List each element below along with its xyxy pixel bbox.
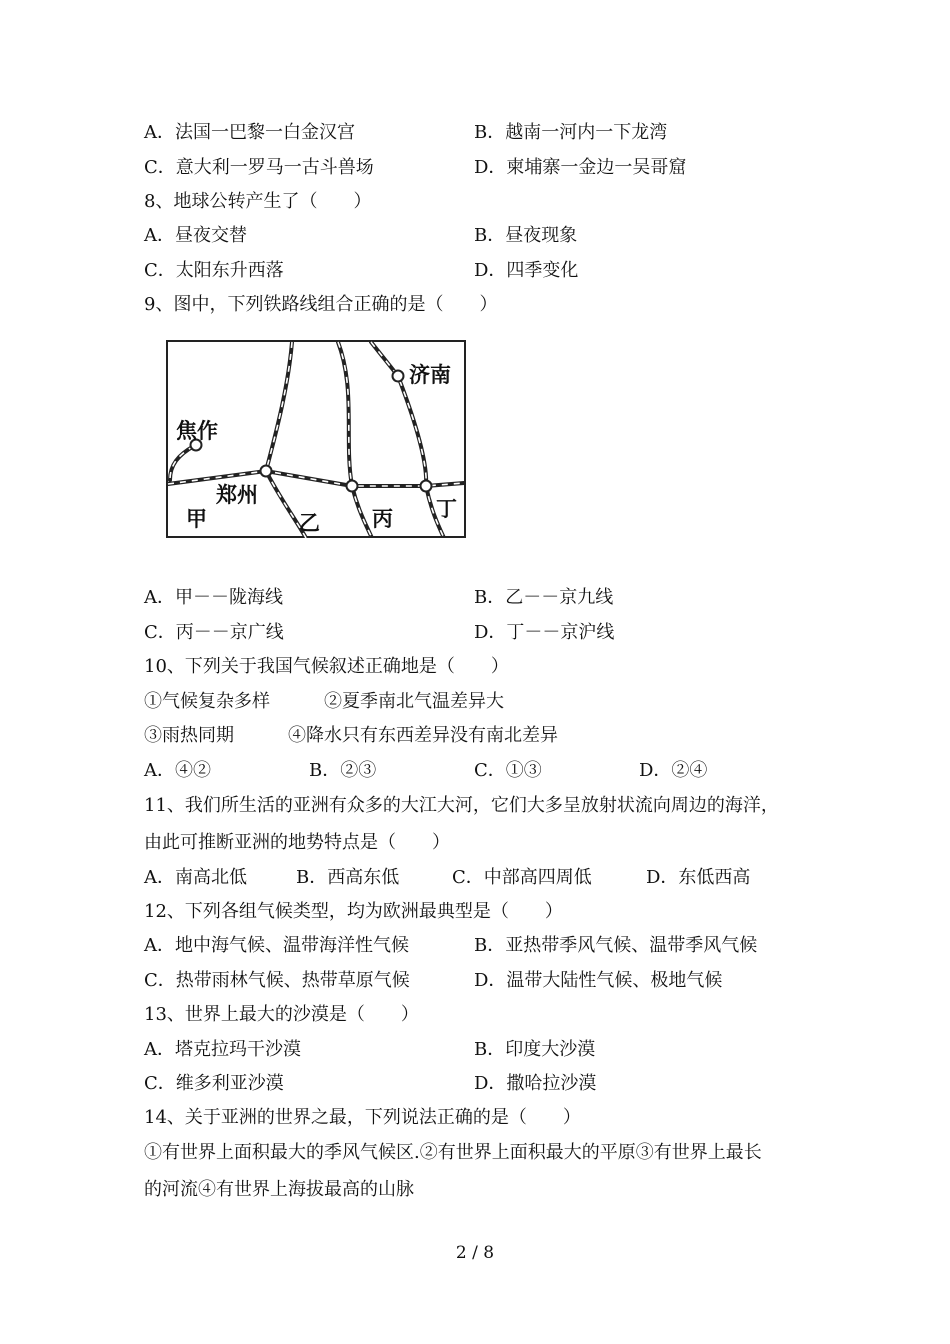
q12-option-c: C．热带雨林气候、热带草原气候 bbox=[144, 970, 410, 991]
page-number: 2 / 8 bbox=[455, 1243, 495, 1263]
q11-stem-line2: 由此可推断亚洲的地势特点是（ ） bbox=[144, 832, 450, 853]
q13-option-b: B．印度大沙漠 bbox=[474, 1039, 596, 1060]
q8-option-b: B．昼夜现象 bbox=[474, 225, 578, 246]
q13-stem: 13、世界上最大的沙漠是（ ） bbox=[144, 1004, 419, 1025]
map-label-bing: 丙 bbox=[372, 507, 393, 531]
city-marker-zhengzhou bbox=[261, 466, 272, 477]
q12-option-d: D．温带大陆性气候、极地气候 bbox=[474, 970, 723, 991]
q14-stem: 14、关于亚洲的世界之最，下列说法正确的是（ ） bbox=[144, 1107, 581, 1128]
map-label-jiaozuo: 焦作 bbox=[176, 419, 218, 443]
q10-option-d: D．②④ bbox=[639, 760, 708, 781]
q9-option-c: C．丙－－京广线 bbox=[144, 622, 284, 643]
q10-statement-2: ③雨热同期 ④降水只有东西差异没有南北差异 bbox=[144, 725, 558, 746]
railway-map bbox=[166, 340, 466, 538]
q11-option-a: A．南高北低 bbox=[144, 867, 247, 888]
q11-option-d: D．东低西高 bbox=[646, 867, 751, 888]
q10-statement-1: ①气候复杂多样 ②夏季南北气温差异大 bbox=[144, 691, 504, 712]
map-label-jia: 甲 bbox=[186, 507, 207, 531]
q11-stem-line1: 11、我们所生活的亚洲有众多的大江大河，它们大多呈放射状流向周边的海洋， bbox=[144, 795, 779, 816]
q9-option-b: B．乙－－京九线 bbox=[474, 587, 614, 608]
q8-option-c: C．太阳东升西落 bbox=[144, 260, 284, 281]
map-label-yi: 乙 bbox=[299, 511, 320, 535]
q11-option-b: B．西高东低 bbox=[296, 867, 400, 888]
map-label-jinan: 济南 bbox=[409, 363, 451, 387]
q8-option-a: A．昼夜交替 bbox=[144, 225, 247, 246]
q12-option-b: B．亚热带季风气候、温带季风气候 bbox=[474, 935, 758, 956]
q7-option-b: B．越南一河内一下龙湾 bbox=[474, 122, 668, 143]
q13-option-c: C．维多利亚沙漠 bbox=[144, 1073, 284, 1094]
q14-statement-line2: 的河流④有世界上海拔最高的山脉 bbox=[144, 1179, 414, 1200]
q13-option-a: A．塔克拉玛干沙漠 bbox=[144, 1039, 301, 1060]
city-marker-jinan bbox=[393, 371, 404, 382]
q10-option-a: A．④② bbox=[144, 760, 211, 781]
q12-stem: 12、下列各组气候类型，均为欧洲最典型是（ ） bbox=[144, 901, 563, 922]
map-label-ding: 丁 bbox=[436, 497, 457, 521]
q13-option-d: D．撒哈拉沙漠 bbox=[474, 1073, 597, 1094]
q10-option-b: B．②③ bbox=[309, 760, 377, 781]
junction-marker bbox=[347, 481, 358, 492]
q7-option-c: C．意大利一罗马一古斗兽场 bbox=[144, 157, 374, 178]
q7-option-d: D．柬埔寨一金边一吴哥窟 bbox=[474, 157, 687, 178]
q9-stem: 9、图中，下列铁路线组合正确的是（ ） bbox=[144, 294, 498, 315]
q14-statement-line1: ①有世界上面积最大的季风气候区.②有世界上面积最大的平原③有世界上最长 bbox=[144, 1142, 762, 1163]
q12-option-a: A．地中海气候、温带海洋性气候 bbox=[144, 935, 409, 956]
q9-option-a: A．甲－－陇海线 bbox=[144, 587, 283, 608]
map-label-zhengzhou: 郑州 bbox=[216, 483, 258, 507]
junction-marker bbox=[421, 481, 432, 492]
q7-option-a: A．法国一巴黎一白金汉宫 bbox=[144, 122, 355, 143]
q8-stem: 8、地球公转产生了（ ） bbox=[144, 191, 372, 212]
q9-option-d: D．丁－－京沪线 bbox=[474, 622, 615, 643]
q10-option-c: C．①③ bbox=[474, 760, 542, 781]
q11-option-c: C．中部高四周低 bbox=[452, 867, 592, 888]
q8-option-d: D．四季变化 bbox=[474, 260, 579, 281]
q10-stem: 10、下列关于我国气候叙述正确地是（ ） bbox=[144, 656, 509, 677]
